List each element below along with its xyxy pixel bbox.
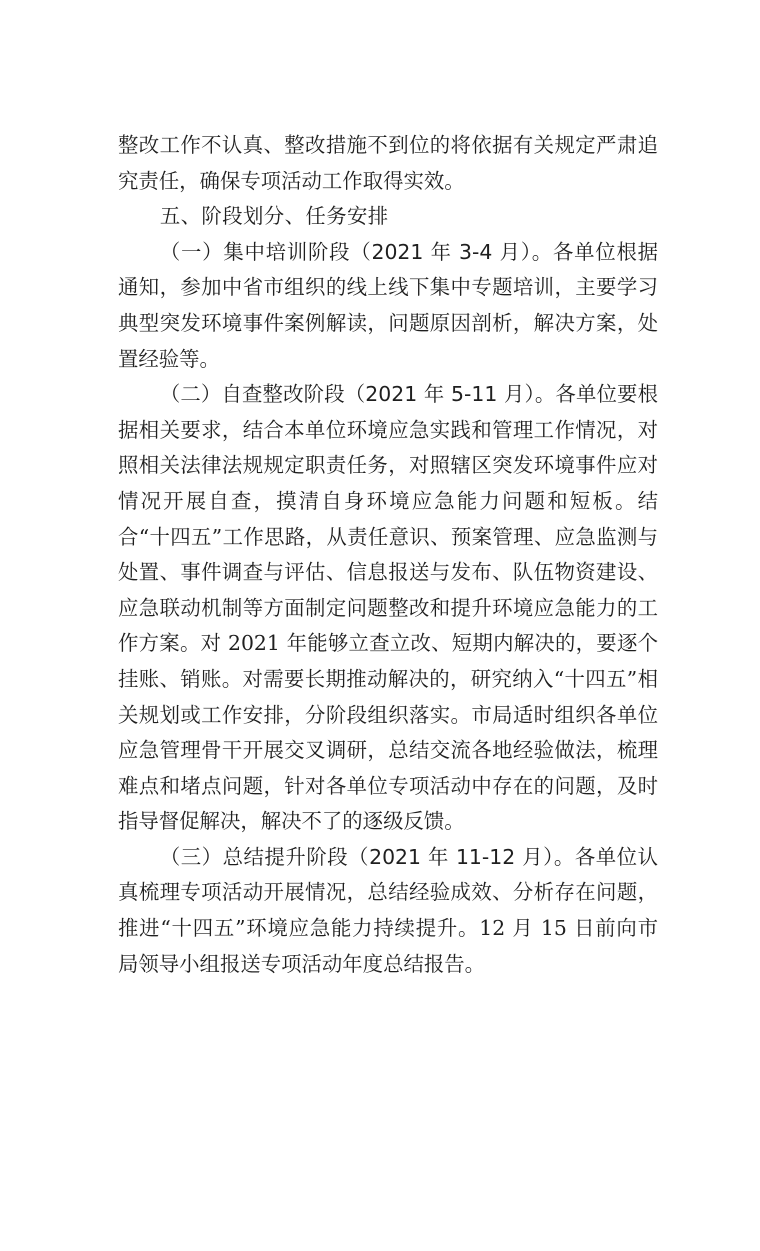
paragraph-text: 整改工作不认真、整改措施不到位的将依据有关规定严肃追究责任，确保专项活动工作取得实效。 — [118, 133, 658, 193]
stage-three-heading: （三）总结提升阶段（2021 年 11-12 月）。 — [159, 844, 575, 869]
stage-three-body: 各单位认真梳理专项活动开展情况，总结经验成效、分析存在问题，推进“十四五”环境应急能力持续提升。12 月 15 日前向市局领导小组报送专项活动年度总结报告。 — [118, 844, 659, 976]
stage-two-paragraph — [118, 377, 658, 840]
stage-one-heading: （一）集中培训阶段（2021 年 3-4 月）。 — [159, 239, 553, 264]
stage-two-body: 各单位要根据相关要求，结合本单位环境应急实践和管理工作情况，对照相关法律法规规定职责任务，对照辖区突发环境事件应对情况开展自查，摸清自身环境应急能力问题和短板。结合“十四五”工作思路，从责任意识、预案管理、应急监测与处置、事件调查与评估、信息报送与发布、队伍物资建设、应急联动机制等方面制定问题整改和提升环境应急能力的工作方案。对 2021 年能够立查立改、短期内解决的，要逐个挂账、销账。对需要长期推动解决的，研究纳入“十四五”相关规划或工作安排，分阶段组织落实。市局适时组织各单位应急管理骨干开展交叉调研，总结交流各地经验做法，梳理难点和堵点问题，针对各单位专项活动中存在的问题，及时指导督促解决，解决不了的逐级反馈。 — [118, 382, 658, 834]
section-heading-text: 五、阶段划分、任务安排 — [159, 204, 389, 229]
section-heading — [118, 199, 658, 235]
paragraph-continuation — [118, 128, 658, 199]
stage-two-heading: （二）自查整改阶段（2021 年 5-11 月）。 — [159, 382, 556, 407]
stage-three-paragraph — [118, 840, 658, 982]
stage-one-body: 各单位根据通知，参加中省市组织的线上线下集中专题培训，主要学习典型突发环境事件案例解读，问题原因剖析，解决方案，处置经验等。 — [118, 239, 658, 371]
document-body — [118, 128, 658, 982]
stage-one-paragraph — [118, 235, 658, 377]
